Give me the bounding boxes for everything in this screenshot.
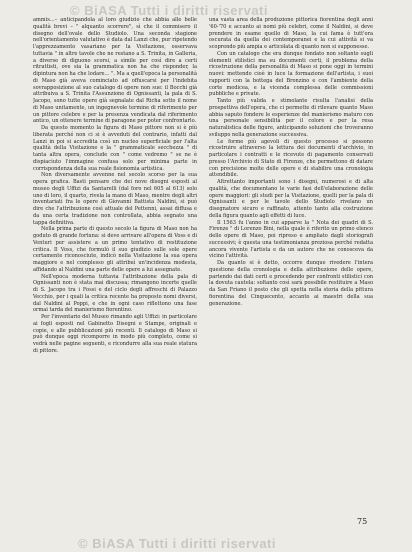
paragraph: Il 1563 fu l'anno in cui apparve la " Nota dei quadri di S. Firenze " di Lorenzo Bini, nella quale è riferito un primo elenco delle opere di Maso, poi ripreso e ampliato dagli storiografi successivi; è questa una testimonianza preziosa perché redatta ancora vivente l'artista e da un autore che ne conosceva da vicino l'attività.	[209, 219, 373, 260]
right-column	[209, 17, 373, 517]
text-columns	[33, 17, 373, 517]
page-number: 75	[357, 517, 368, 526]
paragraph: Non diversamente avvenne nel secolo scorso per la sua opera grafica. Basti pensare che dei nove disegni esposti al museo degli Uffizi da Santarelli (dal foro nel 605 al 613) solo uno di loro, il quarto, rivela la mano di Maso, mentre degli altri inventariati fra le opere di Giovanni Battista Naldini, si può dire che l'attribuzione così attuale del Pettenni, assai diffusa e da una certa tradizione non controllata, abbia segnato una tappa definitiva.	[33, 172, 197, 226]
watermark-bottom: © BiASA Tutti i diritti riservati	[78, 536, 276, 551]
paragraph: Da questo momento la figura di Maso pittore non si è più liberata perché non ci si è avveduti del contrario, infatti dal Lanzi in poi si accredita così un nucleo superficiale per l'alta qualità della Visitazione e la " grammaticale secchezza " di tanta altra opera, conclude con " come vedremo " se ne è dispiaciuto l'immagine confusa solo per minima parte in corrispondenza della sua reale fisionomia artistica.	[33, 125, 197, 172]
paragraph: una vasta area della produzione pittorica fiorentina degli anni '60-'70 e accanto ai nomi più celebri, come il Naldini, si deve prendere in esame quello di Maso, la cui fama è tutt'ora oscurata da quella dei contemporanei e la cui attività si va scoprendo più ampia e articolata di quanto non si supponesse.	[209, 17, 373, 50]
paragraph: Da quanto si è detto, occorre dunque rivedere l'intera questione della cronologia e della attribuzione delle opere, partendo dai dati certi e procedendo per confronti stilistici con la dovuta cautela: soltanto così sarà possibile restituire a Maso da San Friano il posto che gli spetta nella storia della pittura fiorentina del Cinquecento, accanto ai maestri della sua generazione.	[209, 260, 373, 307]
paragraph: Nell'epoca moderna tuttavia l'attribuzione della pala di Ognissanti non è stata mai discussa; rimangono incerte quelle di S. Jacopo tra i Fossi e del ciclo degli affreschi di Palazzo Vecchio, per i quali la critica recente ha proposto nomi diversi, dal Naldini al Poppi, e che in ogni caso riflettono una fase ormai tarda del manierismo fiorentino.	[33, 273, 197, 314]
left-column	[33, 17, 197, 517]
paragraph: Le forme più agevoli di questo processo si possono ricostruire attraverso la lettura dei documenti d'archivio, in particolare i contratti e le ricevute di pagamento conservati presso l'Archivio di Stato di Firenze, che permettono di datare con precisione molte delle opere e di stabilire una cronologia attendibile.	[209, 138, 373, 179]
paragraph: Per l'inventario del Museo rimando agli Uffizi: in particolare ai fogli esposti nel Gabinetto Disegni e Stampe, originali e copie, e alle pubblicazioni più recenti. Il catalogo di Maso si può dunque oggi ricomporre in modo più completo, come si vedrà nelle pagine seguenti, e ricondurre alla sua reale statura di pittore.	[33, 314, 197, 354]
paragraph: Tanto più valida e stimolante risulta l'analisi della prospettiva dell'opera, che ci permette di rilevare quanto Maso abbia saputo fondere le esperienze del manierismo maturo con una personale sensibilità per il colore e per la resa naturalistica delle figure, anticipando soluzioni che troveranno sviluppo nella generazione successiva.	[209, 98, 373, 138]
paragraph: Nella prima parte di questo secolo la figura di Maso non ha goduto di grande fortuna: si deve arrivare all'opera di Voss e di Venturi per assistere a un primo tentativo di restituzione critica. Il Voss, che formulò il suo giudizio sulle sole opere certamente riconosciute, indicò nella Visitazione la sua opera maggiore e nel complesso gli attribuì un'incidenza modesta, affidando al Naldini una parte delle opere a lui assegnate.	[33, 226, 197, 273]
paragraph: ammis...– anticipandola al loro giudizio che abbia alle belle qualità brevi – " alquanto scorrere", sì che il commisero il disegno dell'ovale dello Studiolo. Una seconda stagione nell'orientamento valutativo è data dal Lanzi che, pur ripetendo l'apprezzamento vasariano per la Visitazione, osservava tuttavia " in altre tavole che ne restano a S. Trinita, in Galleria, a diverse di diguono scorsi, a simile per così dire a certi ritrattisti, ove sia la grammatica non ha che risponder, la dipintura non ha che lodare... ". Ma a quell'epoca la personalità di Maso già aveva cominciato ad offuscarsi per l'indebita sovrapposizione al suo catalogo di opere non sue: il Bocchi già attribuiva a S. Trinita l'Assunzione di Ognissanti, la pala di S. Jacopo, sono tutte opere già segnalate dal Richa sotto il nome di Maso unitamente, un ingegnevole termine di riferimento per un pittore celebre e per la presenza vendicata dal riferimento antico, un ottenere termine di paragone per poter confrontarlo.	[33, 17, 197, 125]
paragraph: Altrettanto importanti sono i disegni, numerosi e di alta qualità, che documentano le varie fasi dell'elaborazione delle opere maggiori: gli studi per la Visitazione, quelli per la pala di Ognissanti e per le tavole dello Studiolo rivelano un disegnatore sicuro e raffinato, attento tanto alla costruzione della figura quanto agli effetti di luce.	[209, 179, 373, 219]
watermark-top: © BiASA Tutti i diritti riservati	[70, 3, 268, 18]
paragraph: Con un catalogo che era dunque fondato non soltanto sugli elementi stilistici ma su documenti certi, il problema della ricostruzione della personalità di Maso si pone oggi in termini nuovi: mettendo cioè in luce la formazione dell'artista, i suoi rapporti con la bottega del Bronzino e con l'ambiente della corte medicea, e la vicenda complessa delle commissioni pubbliche e private.	[209, 50, 373, 98]
